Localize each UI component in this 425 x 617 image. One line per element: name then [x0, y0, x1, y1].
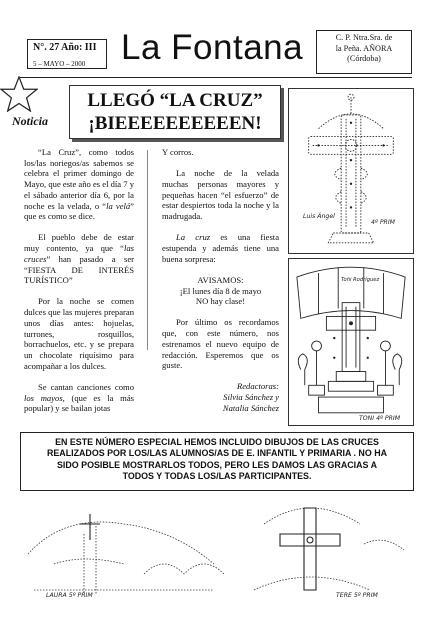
banner-line-3: SIDO POSIBLE MOSTRARLOS TODOS, PERO LES DAMOS LAS GRACIAS A: [56, 459, 378, 470]
newspaper-title: La Fontana: [121, 28, 304, 67]
signature-name-2: Natalia Sánchez: [222, 402, 279, 413]
school-line-2: la Peña. AÑORA: [335, 43, 393, 53]
paragraph: Se cantan canciones como los mayos, (que es la más popular) y se bailan jotas: [24, 381, 134, 414]
drawing-bottom: [24, 494, 410, 606]
headline-line-1: LLEGÓ “LA CRUZ”: [87, 90, 263, 111]
article-column-1: [24, 147, 134, 424]
school-box: [316, 30, 412, 74]
masthead-rule: [20, 77, 412, 78]
issue-number: N°. 27 Año: III: [33, 42, 97, 53]
headline-box: [69, 85, 281, 139]
drawing-cross-1: [288, 88, 414, 254]
drawing-signature-left: LAURA 5º PRIM: [46, 592, 93, 599]
headline-line-2: ¡BIEEEEEEEEEEN!: [88, 113, 262, 134]
drawing-signature-right: TERE 5º PRIM: [336, 592, 378, 599]
paragraph: El pueblo debe de estar muy contento, ya que “las cruces” han pasado a ser “FIESTA DE INTERÉS TURÍSTICO”: [24, 232, 134, 286]
special-issue-banner: [20, 432, 414, 491]
cross-drawing-2: [289, 259, 413, 425]
school-line-1: C. P. Ntra.Sra. de: [335, 33, 393, 42]
notice-heading: AVISAMOS:: [197, 274, 244, 285]
banner-line-1: EN ESTE NÚMERO ESPECIAL HEMOS INCLUIDO DIBUJOS DE LAS CRUCES: [55, 437, 379, 447]
article-column-2: [162, 147, 279, 414]
cross-drawing-1: [289, 89, 413, 253]
paragraph: “La Cruz”, como todos los/las noriegos/as sabemos se celebra el primer domingo de Mayo, que este año es el día 7 y el sábado anterior día 6, por la noche es la velada, o “la velá” que es como se dice.: [24, 147, 135, 222]
drawing-note: Toñi Rodríguez: [341, 277, 380, 283]
signature-label: Redactoras:: [236, 381, 279, 392]
issue-date: 5 – MAYO – 2000: [33, 60, 86, 68]
issue-box: [27, 39, 107, 69]
section-label: Noticia: [12, 114, 48, 128]
drawing-signature: Luis Ángel: [303, 213, 335, 220]
drawing-signature-grade: 4º PRIM: [371, 219, 396, 226]
paragraph: Por la noche se comen dulces que las mujeres preparan unos días antes: hojuelas, turrones, rosquillos, borrachuelos, etc. y se prepara un chocolate riquísimo para acompañar a los dulces.: [24, 296, 134, 371]
notice-line-2: NO hay clase!: [195, 296, 246, 307]
signature-name-1: Silvia Sánchez y: [223, 392, 279, 403]
paragraph: La noche de la velada muchas personas mayores y pequeñas hacen “el esfuerzo” de estar despiertos toda la noche y la madrugada.: [162, 168, 279, 222]
banner-line-4: TODOS Y TODAS LOS/LAS PARTICIPANTES.: [122, 471, 312, 482]
banner-line-2: REALIZADOS POR LOS/LAS ALUMNOS/AS DE E. INFANTIL Y PRIMARIA . NO HA: [46, 448, 388, 459]
paragraph: Por último os recordamos que, con este número, nos estrenamos el nuevo equipo de redacción. Esperemos que os guste.: [162, 317, 279, 371]
star-icon: [0, 76, 38, 112]
paragraph: La cruz es una fiesta estupenda y además tiene una buena sorpresa:: [162, 232, 280, 264]
drawing-signature: TONI 4º PRIM: [359, 415, 401, 422]
notice-line-1: ¡El lunes día 8 de mayo: [179, 285, 262, 296]
bottom-drawings: [24, 494, 410, 606]
paragraph: Y corros.: [162, 147, 194, 157]
drawing-cross-2: [288, 258, 414, 426]
school-line-3: (Córdoba): [347, 54, 381, 63]
column-divider: [147, 150, 148, 350]
